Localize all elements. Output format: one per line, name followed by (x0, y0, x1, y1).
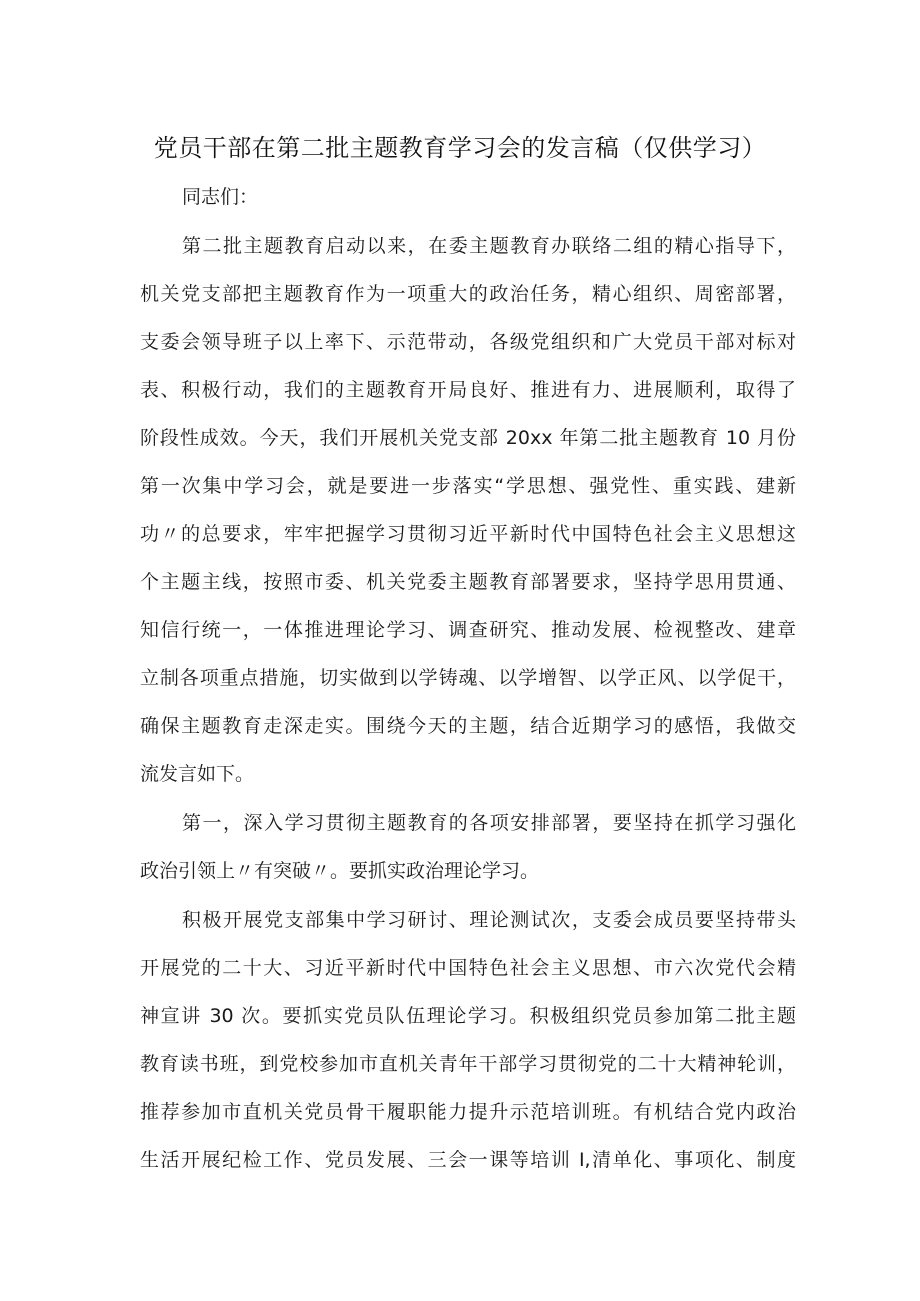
paragraph-1-line-9: 知信行统一，一体推进理论学习、调查研究、推动发展、检视整改、建章 (140, 619, 796, 641)
paragraph-1-line-7: 功〃的总要求，牢牢把握学习贯彻习近平新时代中国特色社会主义思想这 (140, 523, 796, 545)
paragraph-1-line-4: 表、积极行动，我们的主题教育开局良好、推进有力、进展顺利，取得了 (140, 379, 796, 401)
document-title: 党员干部在第二批主题教育学习会的发言稿（仅供学习） (153, 134, 767, 162)
paragraph-1-line-12: 流发言如下。 (140, 763, 255, 785)
paragraph-3-line-1: 积极开展党支部集中学习研讨、理论测试次，支委会成员要坚持带头 (182, 909, 796, 931)
paragraph-1-line-3: 支委会领导班子以上率下、示范带动，各级党组织和广大党员干部对标对 (140, 331, 796, 353)
paragraph-3-line-4: 教育读书班，到党校参加市直机关青年干部学习贯彻党的二十大精神轮训， (140, 1053, 796, 1075)
paragraph-3-line-6: 生活开展纪检工作、党员发展、三会一课等培训 I,清单化、事项化、制度 (140, 1149, 796, 1171)
paragraph-3-line-2: 开展党的二十大、习近平新时代中国特色社会主义思想、市六次党代会精 (140, 957, 796, 979)
salutation: 同志们： (182, 186, 259, 208)
paragraph-1-line-5: 阶段性成效。今天，我们开展机关党支部 20xx 年第二批主题教育 10 月份 (140, 427, 796, 449)
paragraph-1-line-8: 个主题主线，按照市委、机关党委主题教育部署要求，坚持学思用贯通、 (140, 571, 796, 593)
paragraph-3-line-5: 推荐参加市直机关党员骨干履职能力提升示范培训班。有机结合党内政治 (140, 1101, 796, 1123)
paragraph-1-line-10: 立制各项重点措施，切实做到以学铸魂、以学增智、以学正风、以学促干， (140, 667, 796, 689)
paragraph-1-line-1: 第二批主题教育启动以来，在委主题教育办联络二组的精心指导下， (182, 235, 796, 257)
paragraph-3-line-3: 神宣讲 30 次。要抓实党员队伍理论学习。积极组织党员参加第二批主题 (140, 1005, 796, 1027)
paragraph-2-line-1: 第一，深入学习贯彻主题教育的各项安排部署，要坚持在抓学习强化 (182, 812, 796, 834)
paragraph-1-line-2: 机关党支部把主题教育作为一项重大的政治任务，精心组织、周密部署， (140, 283, 796, 305)
paragraph-1-line-6: 第一次集中学习会，就是要进一步落实“学思想、强党性、重实践、建新 (140, 475, 796, 497)
paragraph-1-line-11: 确保主题教育走深走实。围绕今天的主题，结合近期学习的感悟，我做交 (140, 715, 796, 737)
paragraph-2-line-2: 政治引领上〃有突破〃。要抓实政治理论学习。 (140, 860, 540, 882)
